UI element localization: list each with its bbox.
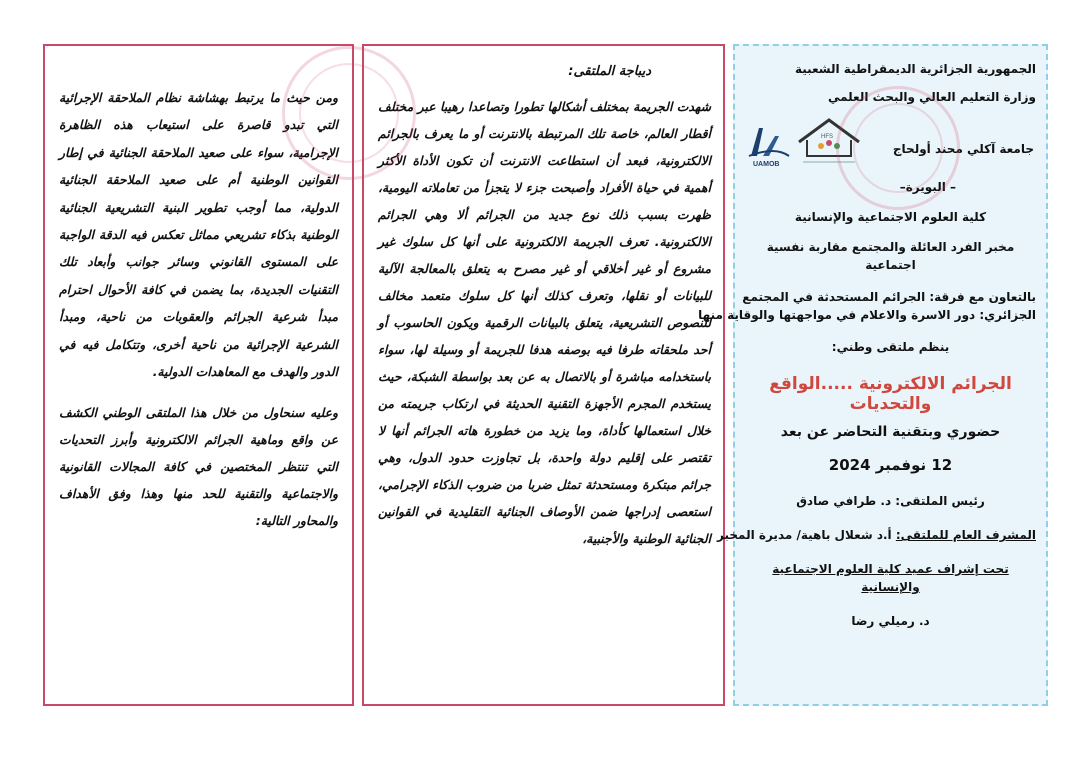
collaboration-line: الجزائري: دور الاسرة والاعلام في مواجهتها والوقاية منها	[698, 308, 1036, 322]
left-panel	[43, 44, 354, 706]
hfs-logo-text: HFS	[821, 134, 833, 140]
preamble-heading: ديباجة الملتقى:	[568, 64, 651, 79]
collaboration-line: بالتعاون مع فرقة: الجرائم المستحدثة في المجتمع	[742, 290, 1036, 304]
preamble-paragraph: شهدت الجريمة بمختلف أشكالها تطورا وتصاعدا رهيبا عبر مختلف أقطار العالم، خاصة تلك المرتبطة بالانترنت أو ما يعرف بالجرائم الالكترونية، فبعد أن استطاعت الانترنت أن تكون الأداة الأكثر أهمية في حياة الأفراد وأصبحت جزء لا يتجزأ من تعاملاته اليومية، ظهرت بسبب ذلك نوع جديد من الجرائم ألا وهي الجرائم الالكترونية. تعرف الجريمة الالكترونية على أنها كل سلوك غير مشروع أو غير أخلاقي أو غير مصرح به يتعلق بالمعالجة الآلية للبيانات أو نقلها، وتعرف كذلك أنها كل سلوك متعمد مخالف للنصوص التشريعية، يتعلق بالبيانات الرقمية ويكون الحاسوب أو أحد ملحقاته طرفا فيه بوصفه هدفا للجريمة أو وسيلة لها، سواء باستخدامه مباشرة أو بالاتصال به عن بعد بواسطة الشبكة، حيث يستخدم المجرم الأجهزة التقنية الحديثة في ارتكاب جريمته من خلال استعمالها كأداة، وما يزيد من خطورة هاته الجرائم أنها لا تقتصر على إقليم دولة واحدة، بل تجاوزت حدود الدول، وهي جرائم مبتكرة ومستحدثة تمثل ضربا من ضروب الذكاء الإجرامي، استعصى إدراجها ضمن الأوصاف الجنائية التقليدية في القوانين الجنائية الوطنية والأجنبية،	[378, 99, 711, 546]
city-line: – البويرة–	[899, 180, 956, 194]
dean-line: د. رميلي رضا	[851, 614, 930, 628]
left-paragraph: ومن حيث ما يرتبط بهشاشة نظام الملاحقة الإجرائية التي تبدو قاصرة على استيعاب هذه الظاهرة الإجرامية، سواء على صعيد الملاحقة الجنائية في إطار القوانين الوطنية أم على صعيد الملاحقة الجنائية الدولية، مما أوجب تطوير البنية التشريعية الجنائية الوطنية بذكاء تشريعي مماثل تعكس فيه الدقة الواجبة على المستوى القانوني وسائر جوانب وأبعاد تلك التقنيات الجديدة، بما يضمن في كافة الأحوال احترام مبدأ شرعية الجرائم والعقوبات من ناحية، ومبدأ الشرعية الإجرائية من ناحية أخرى، وتتكامل فيه في الدور والهدف مع المعاهدات الدولية.	[59, 90, 338, 380]
university-name: جامعة آكلي محند أولحاج	[892, 142, 1034, 156]
event-format: حضوري وبتقنية التحاضر عن بعد	[780, 424, 1001, 440]
event-title: الجرائم الالكترونية .....الواقع والتحديات	[769, 374, 1012, 414]
organizes-line: ينظم ملتقى وطني:	[831, 340, 950, 354]
republic-line: الجمهورية الجزائرية الديمقراطية الشعبية	[794, 62, 1036, 76]
left-paragraph: وعليه سنحاول من خلال هذا الملتقى الوطني الكشف عن واقع وماهية الجرائم الالكترونية وأبرز التحديات التي تنتظر المختصين في كافة المجالات القانونية والاجتماعية والتقنية للحد منها وهذا وفق الأهداف والمحاور التالية:	[59, 405, 338, 529]
patronage-line: تحت إشراف عميد كلية العلوم الاجتماعية والإنسانية	[772, 562, 1009, 594]
event-date: 12 نوفمبر 2024	[828, 456, 953, 474]
faculty-line: كلية العلوم الاجتماعية والإنسانية	[794, 210, 987, 224]
logo-row	[745, 112, 1036, 174]
supervisor-line	[717, 526, 1036, 544]
uam-logo-text: UAMOB	[753, 161, 780, 168]
supervisor-name: أ.د شعلال باهية/ مديرة المخبر	[717, 528, 892, 542]
ministry-line: وزارة التعليم العالي والبحث العلمي	[827, 90, 1036, 104]
chair-line: رئيس الملتقى: د. طرافي صادق	[796, 494, 985, 508]
middle-panel	[362, 44, 725, 706]
lab-line: مخبر الفرد العائلة والمجتمع مقاربة نفسية اجتماعية	[766, 240, 1015, 272]
lab-logo-icon	[789, 116, 869, 168]
right-panel	[698, 44, 1048, 706]
supervisor-label: المشرف العام للملتقى:	[895, 528, 1036, 542]
